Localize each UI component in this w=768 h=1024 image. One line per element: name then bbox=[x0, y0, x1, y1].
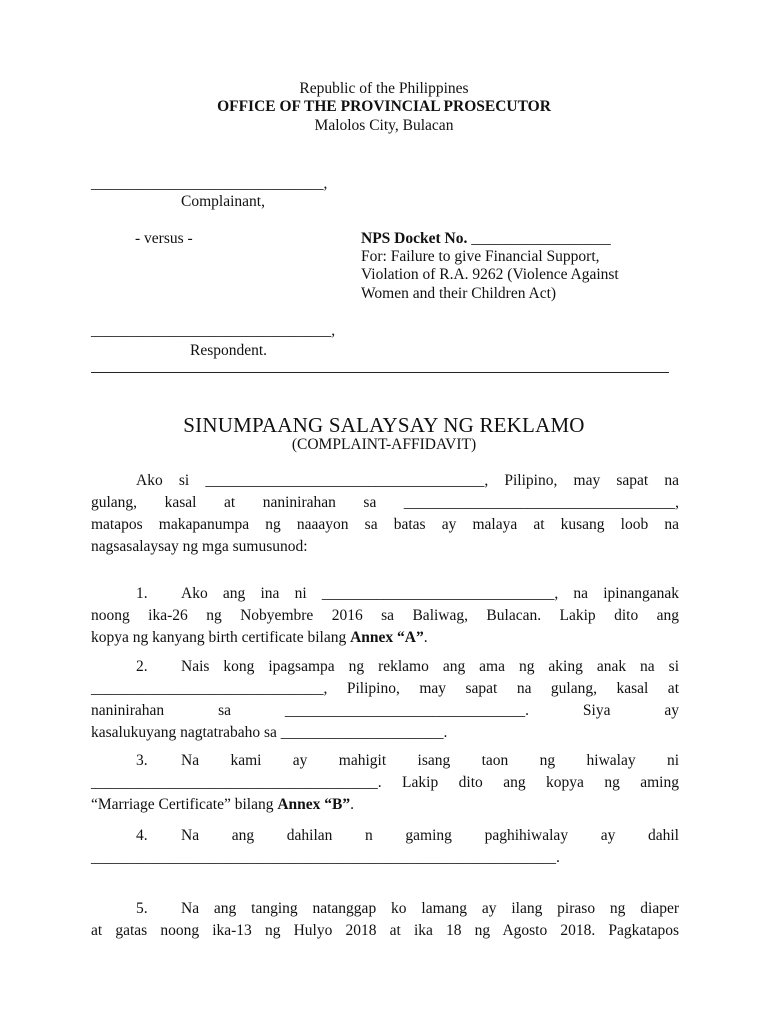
intro-line-3: matapos makapanumpa ng naaayon sa batas ay malaya at kusang loob na bbox=[91, 516, 679, 533]
para-1-period: . bbox=[423, 629, 428, 646]
docket-blank: __________________ bbox=[467, 230, 611, 247]
intro-line-2: gulang, kasal at naninirahan sa ___________________________________, bbox=[91, 494, 679, 511]
para-2-line-2: ______________________________, Pilipino, may sapat na gulang, kasal at bbox=[91, 680, 679, 697]
para-3-line-3 bbox=[91, 794, 679, 816]
para-5-number: 5. bbox=[136, 900, 148, 917]
header-office: OFFICE OF THE PROVINCIAL PROSECUTOR bbox=[217, 98, 551, 115]
complainant-blank: ______________________________, bbox=[91, 175, 328, 192]
para-3-line-3-text: “Marriage Certificate” bilang bbox=[91, 796, 278, 813]
document-subtitle: (COMPLAINT-AFFIDAVIT) bbox=[291, 436, 477, 453]
para-2-number: 2. bbox=[136, 658, 148, 675]
para-4-line-2: ____________________________________________________________. bbox=[91, 849, 560, 866]
para-5-line-2: at gatas noong ika-13 ng Hulyo 2018 at ika 18 ng Agosto 2018. Pagkatapos bbox=[91, 922, 679, 939]
para-2-line-3: naninirahan sa _______________________________. Siya ay bbox=[91, 702, 679, 719]
intro-line-4: nagsasalaysay ng mga sumusunod: bbox=[91, 538, 308, 555]
respondent-blank: _______________________________, bbox=[91, 322, 336, 339]
header-republic: Republic of the Philippines bbox=[299, 80, 469, 97]
para-4-line-1: Na ang dahilan n gaming paghihiwalay ay dahil bbox=[181, 827, 679, 844]
docket-label: NPS Docket No. bbox=[361, 230, 468, 247]
para-1-line-1: Ako ang ina ni ______________________________, na ipinanganak bbox=[181, 585, 679, 602]
para-3-line-2: _____________________________________. Lakip dito ang kopya ng aming bbox=[91, 774, 679, 791]
document-title: SINUMPAANG SALAYSAY NG REKLAMO bbox=[183, 413, 585, 437]
para-1-line-3 bbox=[91, 627, 679, 649]
for-line-2: Violation of R.A. 9262 (Violence Against bbox=[361, 266, 619, 283]
complainant-label: Complainant, bbox=[181, 193, 265, 210]
para-2-line-1: Nais kong ipagsampa ng reklamo ang ama ng aking anak na si bbox=[181, 658, 679, 675]
para-4-number: 4. bbox=[136, 827, 148, 844]
para-5-line-1: Na ang tanging natanggap ko lamang ay ilang piraso ng diaper bbox=[181, 900, 679, 917]
header-location: Malolos City, Bulacan bbox=[314, 117, 454, 134]
for-line-3: Women and their Children Act) bbox=[361, 285, 557, 302]
annex-b-label: Annex “B” bbox=[277, 796, 351, 813]
for-line-1: For: Failure to give Financial Support, bbox=[361, 248, 600, 265]
caption-divider bbox=[91, 372, 669, 373]
respondent-label: Respondent. bbox=[190, 342, 268, 359]
para-3-line-1: Na kami ay mahigit isang taon ng hiwalay ni bbox=[181, 752, 679, 769]
versus-label: - versus - bbox=[135, 230, 193, 247]
para-3-number: 3. bbox=[136, 752, 148, 769]
docket-line bbox=[361, 229, 611, 249]
para-2-line-4: kasalukuyang nagtatrabaho sa _____________________. bbox=[91, 724, 448, 741]
para-1-line-2: noong ika-26 ng Nobyembre 2016 sa Baliwag, Bulacan. Lakip dito ang bbox=[91, 607, 679, 624]
annex-a-label: Annex “A” bbox=[350, 629, 424, 646]
para-3-period: . bbox=[350, 796, 354, 813]
para-1-line-3-text: kopya ng kanyang birth certificate bilang bbox=[91, 629, 351, 646]
intro-line-1: Ako si ____________________________________, Pilipino, may sapat na bbox=[136, 472, 679, 489]
para-1-number: 1. bbox=[136, 585, 148, 602]
